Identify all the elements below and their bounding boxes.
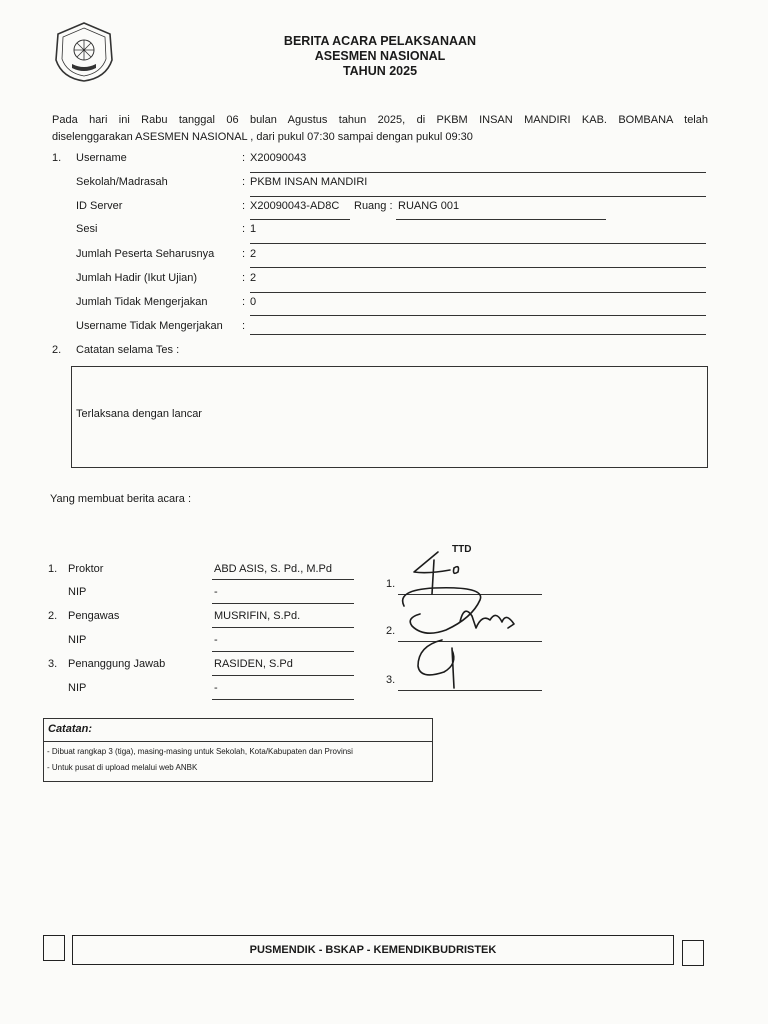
school-value: PKBM INSAN MANDIRI xyxy=(250,176,368,188)
maker-label: Yang membuat berita acara : xyxy=(50,493,192,505)
not-working-label: Jumlah Tidak Mengerjakan xyxy=(76,296,208,308)
ruang-value: RUANG 001 xyxy=(398,200,460,212)
signer-3-nip: - xyxy=(214,682,218,694)
signer-2-nip-underline xyxy=(212,651,354,652)
signer-2-role: Pengawas xyxy=(68,610,120,622)
signature-1-number: 1. xyxy=(386,578,396,590)
title-line-2: ASESMEN NASIONAL xyxy=(314,49,446,63)
not-working-underline xyxy=(250,315,706,316)
catatan-header xyxy=(44,719,432,742)
expected-participants-underline xyxy=(250,267,706,268)
attended-label: Jumlah Hadir (Ikut Ujian) xyxy=(76,272,198,284)
signer-3-name: RASIDEN, S.Pd xyxy=(214,658,293,670)
signer-3-number: 3. xyxy=(48,658,58,670)
sesi-label: Sesi xyxy=(76,223,98,235)
sesi-value: 1 xyxy=(250,223,257,235)
signer-2-nip: - xyxy=(214,634,218,646)
signer-1-name: ABD ASIS, S. Pd., M.Pd xyxy=(214,563,332,575)
footer-text: PUSMENDIK - BSKAP - KEMENDIKBUDRISTEK xyxy=(249,944,497,956)
not-working-value: 0 xyxy=(250,296,257,308)
id-server-underline xyxy=(250,219,350,220)
signer-1-number: 1. xyxy=(48,563,58,575)
ruang-underline xyxy=(396,219,606,220)
section-1-number: 1. xyxy=(52,152,62,164)
footer-left-square xyxy=(43,935,65,961)
username-value: X20090043 xyxy=(250,152,307,164)
signer-2-name-underline xyxy=(212,627,354,628)
school-colon: : xyxy=(242,176,246,188)
id-server-value: X20090043-AD8C xyxy=(250,200,340,212)
ttd-label: TTD xyxy=(452,544,472,555)
footer-bar xyxy=(72,935,674,965)
catatan-line-2: - Untuk pusat di upload melalui web ANBK xyxy=(47,763,198,772)
catatan-box xyxy=(43,718,433,782)
handwritten-signatures xyxy=(398,548,528,696)
footer-right-square xyxy=(682,940,704,966)
signature-2-number: 2. xyxy=(386,625,396,637)
username-not-working-label: Username Tidak Mengerjakan xyxy=(76,320,223,332)
title-line-3: TAHUN 2025 xyxy=(342,64,418,78)
intro-line-2: diselenggarakan ASESMEN NASIONAL , dari pukul 07:30 sampai dengan pukul 09:30 xyxy=(52,131,473,143)
signature-3-number: 3. xyxy=(386,674,396,686)
expected-participants-colon: : xyxy=(242,248,246,260)
id-server-colon: : xyxy=(242,200,246,212)
signer-1-role: Proktor xyxy=(68,563,104,575)
attended-underline xyxy=(250,292,706,293)
sesi-underline xyxy=(250,243,706,244)
signer-1-nip-underline xyxy=(212,603,354,604)
catatan-title: Catatan: xyxy=(48,723,93,735)
signer-2-nip-label: NIP xyxy=(68,634,87,646)
signer-1-nip-label: NIP xyxy=(68,586,87,598)
signer-2-number: 2. xyxy=(48,610,58,622)
id-server-label: ID Server xyxy=(76,200,123,212)
signature-2-stroke xyxy=(403,588,514,633)
test-notes-text: Terlaksana dengan lancar xyxy=(76,408,202,420)
attended-value: 2 xyxy=(250,272,257,284)
signature-3-stroke xyxy=(418,640,454,688)
expected-participants-label: Jumlah Peserta Seharusnya xyxy=(76,248,215,260)
username-underline xyxy=(250,172,706,173)
username-colon: : xyxy=(242,152,246,164)
test-notes-label: Catatan selama Tes : xyxy=(76,344,180,356)
username-not-working-underline xyxy=(250,334,706,335)
school-label: Sekolah/Madrasah xyxy=(76,176,168,188)
expected-participants-value: 2 xyxy=(250,248,257,260)
tut-wuri-handayani-logo xyxy=(52,20,116,84)
signer-3-name-underline xyxy=(212,675,354,676)
intro-paragraph xyxy=(52,112,708,146)
document-title xyxy=(180,34,580,79)
signer-3-nip-label: NIP xyxy=(68,682,87,694)
signer-1-name-underline xyxy=(212,579,354,580)
intro-line-1: Pada hari ini Rabu tanggal 06 bulan Agustus tahun 2025, di PKBM INSAN MANDIRI KAB. BOMBANA telah xyxy=(52,114,708,126)
catatan-line-1: - Dibuat rangkap 3 (tiga), masing-masing untuk Sekolah, Kota/Kabupaten dan Provinsi xyxy=(47,747,353,756)
signer-3-nip-underline xyxy=(212,699,354,700)
attended-colon: : xyxy=(242,272,246,284)
sesi-colon: : xyxy=(242,223,246,235)
signer-2-name: MUSRIFIN, S.Pd. xyxy=(214,610,301,622)
signer-1-nip: - xyxy=(214,586,218,598)
section-2-number: 2. xyxy=(52,344,62,356)
school-underline xyxy=(250,196,706,197)
ruang-label: Ruang : xyxy=(354,200,393,212)
username-not-working-colon: : xyxy=(242,320,246,332)
not-working-colon: : xyxy=(242,296,246,308)
title-line-1: BERITA ACARA PELAKSANAAN xyxy=(283,34,477,48)
username-label: Username xyxy=(76,152,127,164)
signer-3-role: Penanggung Jawab xyxy=(68,658,166,670)
